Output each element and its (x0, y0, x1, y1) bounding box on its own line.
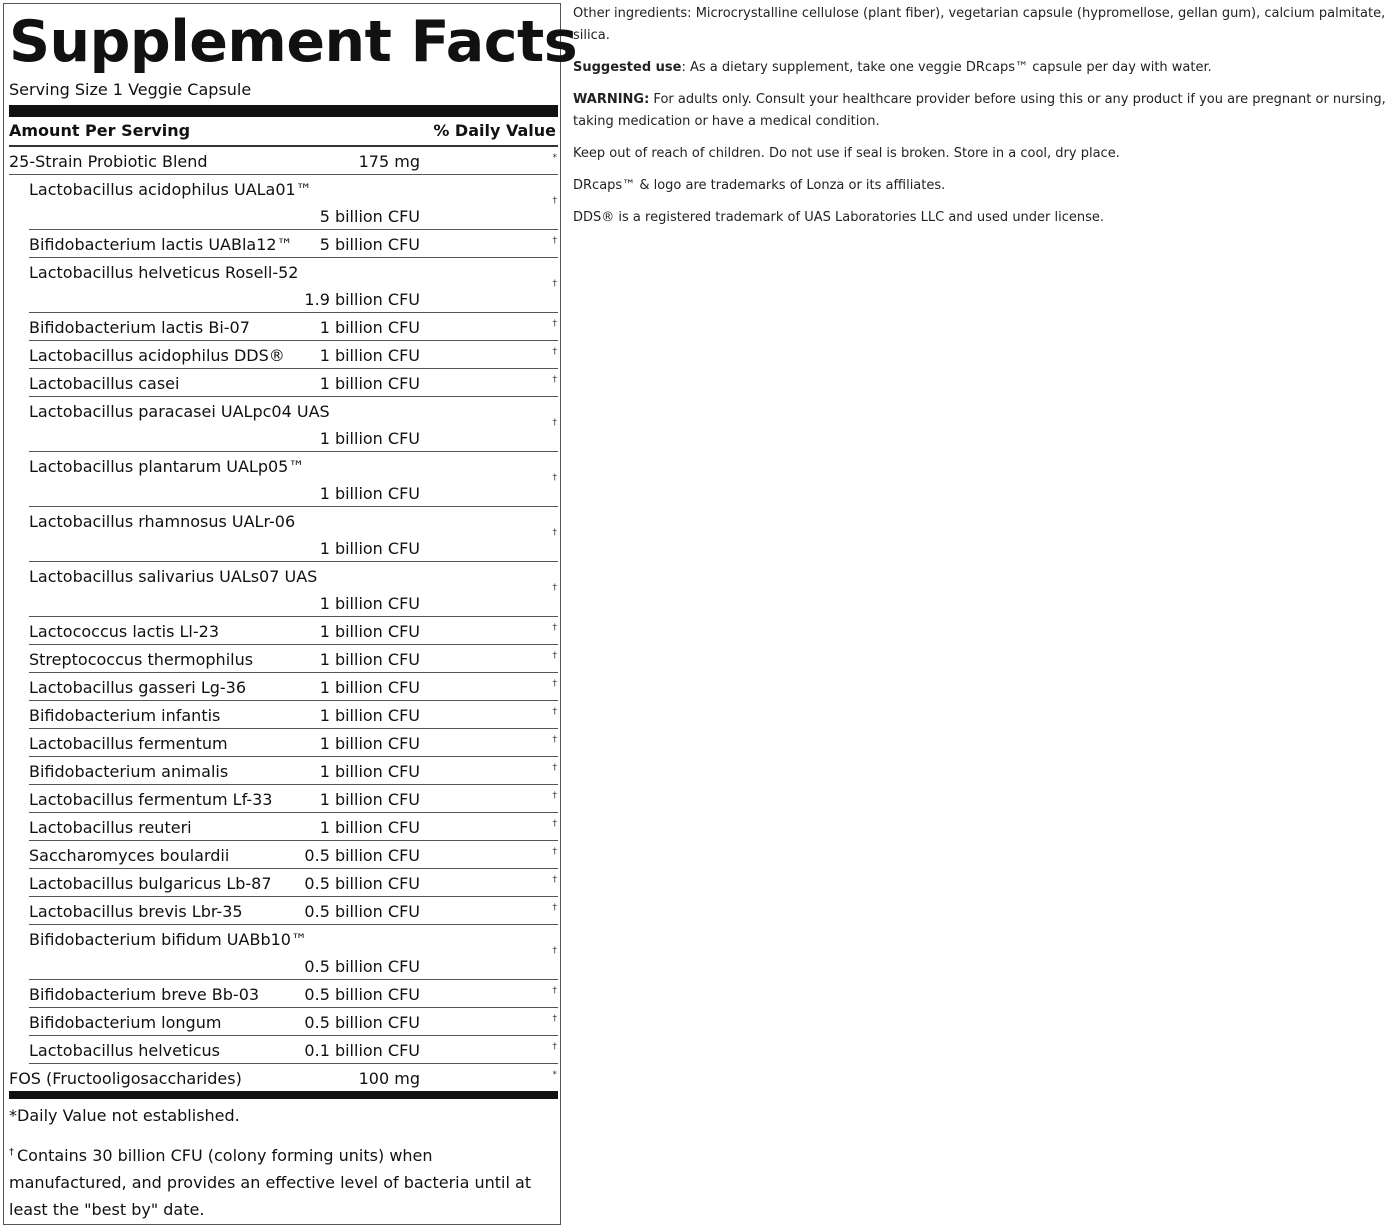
ingredient-row (29, 841, 558, 869)
daily-value-mark: † (552, 903, 557, 913)
daily-value-header: % Daily Value (433, 121, 556, 140)
ingredient-name: FOS (Fructooligosaccharides) (9, 1069, 242, 1088)
ingredient-name: Bifidobacterium longum (29, 1013, 222, 1032)
ingredient-amount: 1 billion CFU (319, 790, 420, 809)
ingredient-amount: 175 mg (358, 152, 420, 171)
daily-value-mark: * (552, 1070, 557, 1080)
ingredient-name: Lactobacillus rhamnosus UALr-06 (29, 512, 296, 531)
ingredient-row (29, 507, 558, 562)
warning-text: For adults only. Consult your healthcare provider before using this or any product if you are pregnant or nursing, taking medication or have a medical condition. (573, 92, 1386, 129)
ingredient-name: Lactobacillus casei (29, 374, 180, 393)
daily-value-mark: † (552, 707, 557, 717)
other-ingredients: Other ingredients: Microcrystalline cellulose (plant fiber), vegetarian capsule (hypromellose, gellan gum), calcium palmitate, silica. (573, 6, 1386, 43)
ingredient-name: Lactobacillus helveticus (29, 1041, 220, 1060)
daily-value-mark: † (552, 986, 557, 996)
ingredient-row (29, 175, 558, 230)
ingredient-row (29, 1036, 558, 1064)
daily-value-mark: † (552, 819, 557, 829)
ingredient-amount: 1 billion CFU (319, 706, 420, 725)
ingredient-name: Lactococcus lactis Ll-23 (29, 622, 219, 641)
ingredient-row (29, 757, 558, 785)
drcaps-trademark: DRcaps™ & logo are trademarks of Lonza or its affiliates. (573, 178, 946, 193)
ingredient-amount: 0.5 billion CFU (304, 957, 420, 976)
ingredient-row (29, 397, 558, 452)
ingredient-amount: 0.5 billion CFU (304, 985, 420, 1004)
daily-value-mark: † (552, 347, 557, 357)
ingredient-name: Lactobacillus reuteri (29, 818, 192, 837)
ingredient-amount: 1 billion CFU (319, 318, 420, 337)
ingredient-amount: 0.1 billion CFU (304, 1041, 420, 1060)
ingredient-amount: 1 billion CFU (319, 484, 420, 503)
ingredient-amount: 1 billion CFU (319, 594, 420, 613)
ingredient-amount: 0.5 billion CFU (304, 874, 420, 893)
ingredient-row (29, 701, 558, 729)
ingredient-amount: 1 billion CFU (319, 678, 420, 697)
footnote-cfu (9, 1139, 554, 1223)
daily-value-mark: † (552, 651, 557, 661)
daily-value-mark: † (552, 679, 557, 689)
ingredient-amount: 0.5 billion CFU (304, 902, 420, 921)
dds-trademark: DDS® is a registered trademark of UAS Laboratories LLC and used under license. (573, 210, 1105, 225)
ingredient-name: Lactobacillus gasseri Lg-36 (29, 678, 247, 697)
ingredient-row (29, 452, 558, 507)
ingredient-amount: 1 billion CFU (319, 346, 420, 365)
daily-value-mark: * (552, 153, 557, 163)
ingredient-amount: 5 billion CFU (319, 207, 420, 226)
daily-value-mark: † (552, 623, 557, 633)
ingredient-row (29, 369, 558, 397)
ingredient-row (29, 645, 558, 673)
ingredient-row (29, 925, 558, 980)
daily-value-mark: † (552, 946, 557, 956)
ingredient-row (29, 313, 558, 341)
ingredient-name: 25-Strain Probiotic Blend (9, 152, 208, 171)
ingredient-name: Bifidobacterium animalis (29, 762, 229, 781)
ingredient-name: Bifidobacterium breve Bb-03 (29, 985, 260, 1004)
ingredient-row (29, 897, 558, 925)
ingredient-amount: 1 billion CFU (319, 622, 420, 641)
ingredient-name: Lactobacillus helveticus Rosell-52 (29, 263, 299, 282)
ingredient-amount: 0.5 billion CFU (304, 846, 420, 865)
ingredient-name: Saccharomyces boulardii (29, 846, 230, 865)
ingredient-row (29, 258, 558, 313)
ingredient-row (29, 813, 558, 841)
suggested-use-text: : As a dietary supplement, take one veggie DRcaps™ capsule per day with water. (681, 60, 1212, 75)
facts-title: Supplement Facts (9, 9, 578, 75)
ingredient-name: Lactobacillus acidophilus DDS® (29, 346, 285, 365)
ingredient-name: Lactobacillus paracasei UALpc04 UAS (29, 402, 330, 421)
ingredient-amount: 1 billion CFU (319, 429, 420, 448)
warning-label: WARNING: (573, 92, 650, 107)
ingredient-amount: 1 billion CFU (319, 374, 420, 393)
daily-value-mark: † (552, 418, 557, 428)
daily-value-mark: † (552, 236, 557, 246)
daily-value-mark: † (552, 319, 557, 329)
ingredient-row (29, 230, 558, 258)
ingredient-amount: 1 billion CFU (319, 734, 420, 753)
ingredient-name: Bifidobacterium infantis (29, 706, 221, 725)
ingredient-name: Lactobacillus bulgaricus Lb-87 (29, 874, 272, 893)
ingredient-row (29, 785, 558, 813)
ingredient-amount: 5 billion CFU (319, 235, 420, 254)
daily-value-mark: † (552, 1014, 557, 1024)
ingredient-name: Lactobacillus acidophilus UALa01™ (29, 180, 312, 199)
daily-value-mark: † (552, 1042, 557, 1052)
ingredient-row (29, 673, 558, 701)
ingredient-amount: 1 billion CFU (319, 762, 420, 781)
footnote-daily-value: *Daily Value not established. (9, 1106, 240, 1125)
ingredient-row (29, 869, 558, 897)
thick-divider (9, 1091, 558, 1099)
ingredient-row (9, 1064, 558, 1092)
daily-value-mark: † (552, 875, 557, 885)
ingredient-table (9, 147, 558, 1092)
storage-note: Keep out of reach of children. Do not use if seal is broken. Store in a cool, dry place. (573, 146, 1120, 161)
ingredient-amount: 1 billion CFU (319, 818, 420, 837)
daily-value-mark: † (552, 791, 557, 801)
ingredient-name: Lactobacillus brevis Lbr-35 (29, 902, 243, 921)
ingredient-amount: 100 mg (358, 1069, 420, 1088)
ingredient-amount: 1 billion CFU (319, 650, 420, 669)
ingredient-row (29, 562, 558, 617)
ingredient-name: Lactobacillus fermentum (29, 734, 228, 753)
daily-value-mark: † (552, 763, 557, 773)
daily-value-mark: † (552, 583, 557, 593)
ingredient-amount: 0.5 billion CFU (304, 1013, 420, 1032)
ingredient-row (29, 341, 558, 369)
dagger-mark: † (9, 1147, 14, 1158)
daily-value-mark: † (552, 279, 557, 289)
ingredient-row (29, 980, 558, 1008)
ingredient-amount: 1.9 billion CFU (304, 290, 420, 309)
footnote-cfu-text: Contains 30 billion CFU (colony forming units) when manufactured, and provides an effective level of bacteria until at least the "best by" date. (9, 1146, 532, 1219)
ingredient-name: Lactobacillus plantarum UALp05™ (29, 457, 305, 476)
amount-per-serving-header: Amount Per Serving (9, 121, 191, 140)
daily-value-mark: † (552, 528, 557, 538)
daily-value-mark: † (552, 473, 557, 483)
ingredient-row (29, 617, 558, 645)
ingredient-name: Streptococcus thermophilus (29, 650, 254, 669)
warning (573, 89, 1387, 133)
supplement-facts-panel (3, 3, 578, 1225)
ingredient-row (29, 1008, 558, 1036)
ingredient-name: Lactobacillus fermentum Lf-33 (29, 790, 273, 809)
ingredient-amount: 1 billion CFU (319, 539, 420, 558)
suggested-use-label: Suggested use (573, 60, 682, 75)
product-info (573, 3, 1387, 239)
serving-size: Serving Size 1 Veggie Capsule (9, 80, 252, 99)
daily-value-mark: † (552, 735, 557, 745)
ingredient-row (9, 147, 558, 175)
ingredient-name: Lactobacillus salivarius UALs07 UAS (29, 567, 318, 586)
suggested-use (573, 57, 1387, 79)
ingredient-name: Bifidobacterium lactis Bi-07 (29, 318, 250, 337)
daily-value-mark: † (552, 375, 557, 385)
daily-value-mark: † (552, 196, 557, 206)
ingredient-name: Bifidobacterium lactis UABla12™ (29, 235, 293, 254)
ingredient-name: Bifidobacterium bifidum UABb10™ (29, 930, 307, 949)
thick-divider (9, 105, 558, 117)
daily-value-mark: † (552, 847, 557, 857)
ingredient-row (29, 729, 558, 757)
